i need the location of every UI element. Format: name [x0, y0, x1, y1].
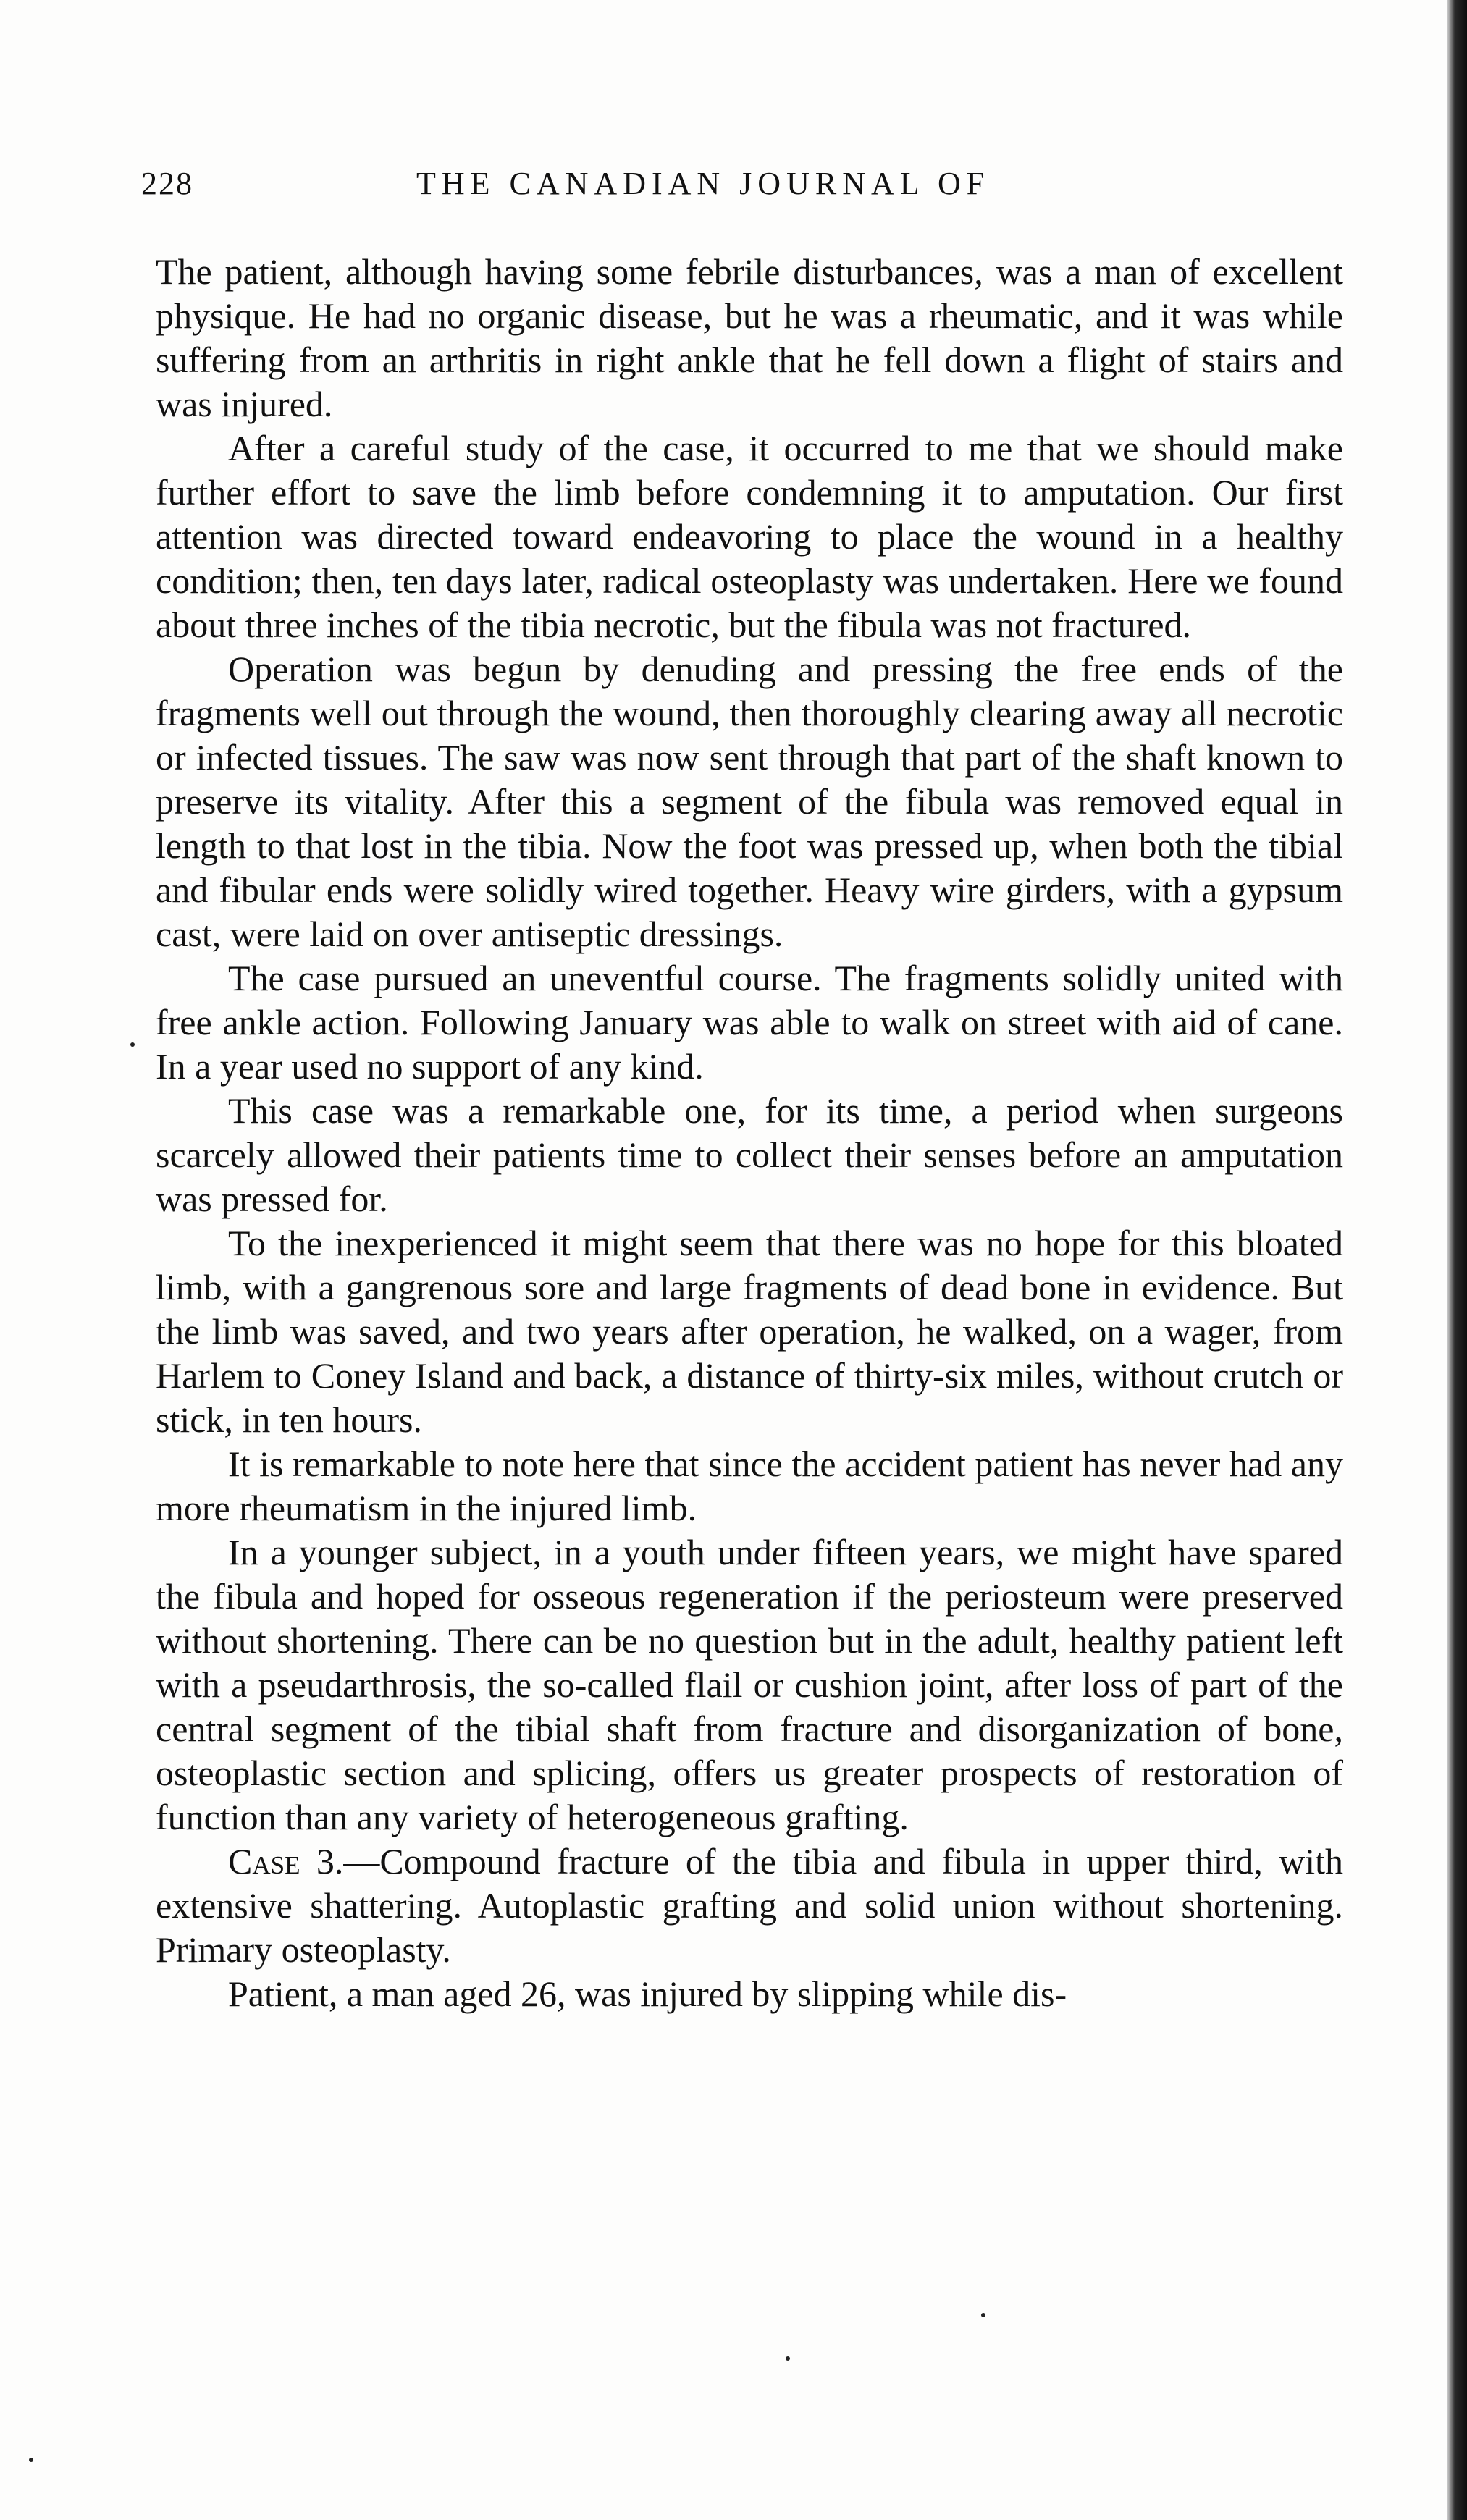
page-binding-edge — [1447, 0, 1467, 2520]
paragraph: This case was a remarkable one, for its time, a period when surgeons scarcely allowed their patients time to collect their senses before an amputation was pressed for. — [156, 1090, 1343, 1219]
paragraph: After a careful study of the case, it occurred to me that we should make further effort to save the limb before condemning it to amputation. Our first attention was directed toward endeavoring to place the wound in a healthy condition; then, ten days later, radical osteoplasty was undertaken. Here we found about three inches of the tibia necrotic, but the fibula was not fractured. — [156, 428, 1343, 645]
article-body — [156, 250, 1343, 2016]
ink-speck — [981, 2313, 985, 2317]
running-title: THE CANADIAN JOURNAL OF — [416, 166, 991, 201]
ink-speck — [786, 2356, 790, 2361]
paragraph: In a younger subject, in a youth under fifteen years, we might have spared the fibula and hoped for osseous regeneration if the periosteum were preserved without shortening. There can be no question but in the adult, healthy patient left with a pseudarthrosis, the so-called flail or cushion joint, after loss of part of the central segment of the tibial shaft from fracture and disorganization of bone, osteoplastic section and splicing, offers us greater prospects of restoration of function than any variety of heterogeneous grafting. — [156, 1532, 1343, 1837]
case-label: Case 3. — [228, 1841, 344, 1881]
paragraph: To the inexperienced it might seem that there was no hope for this bloated limb, with a gangrenous sore and large fragments of dead bone in evidence. But the limb was saved, and two years after operation, he walked, on a wager, from Harlem to Coney Island and back, a distance of thirty-six miles, without crutch or stick, in ten hours. — [156, 1223, 1343, 1440]
case-heading-paragraph — [156, 1840, 1343, 1972]
paragraph: It is remarkable to note here that since the accident patient has never had any more rheumatism in the injured limb. — [156, 1444, 1343, 1528]
ink-speck — [29, 2458, 33, 2462]
page-number: 228 — [141, 166, 193, 201]
paragraph: Operation was begun by denuding and pressing the free ends of the fragments well out through the wound, then thoroughly clearing away all necrotic or infected tissues. The saw was now sent through that part of the shaft known to preserve its vitality. After this a segment of the fibula was removed equal in length to that lost in the tibia. Now the foot was pressed up, when both the tibial and fibular ends were solidly wired together. Heavy wire girders, with a gypsum cast, were laid on over antiseptic dressings. — [156, 649, 1343, 954]
ink-speck — [130, 1042, 135, 1047]
paragraph: The case pursued an uneventful course. The fragments solidly united with free ankle action. Following January was able to walk on street with aid of cane. In a year used no support of any kind. — [156, 958, 1343, 1087]
paragraph: The patient, although having some febrile disturbances, was a man of excellent physique. He had no organic disease, but he was a rheumatic, and it was while suffering from an arthritis in right ankle that he fell down a flight of stairs and was injured. — [156, 251, 1343, 424]
paragraph: Patient, a man aged 26, was injured by slipping while dis- — [228, 1973, 1067, 2014]
page-header — [141, 159, 1343, 210]
case-description: —Compound fracture of the tibia and fibula in upper third, with extensive shattering. Autoplastic grafting and solid union without shortening. Primary osteoplasty. — [156, 1841, 1343, 1970]
